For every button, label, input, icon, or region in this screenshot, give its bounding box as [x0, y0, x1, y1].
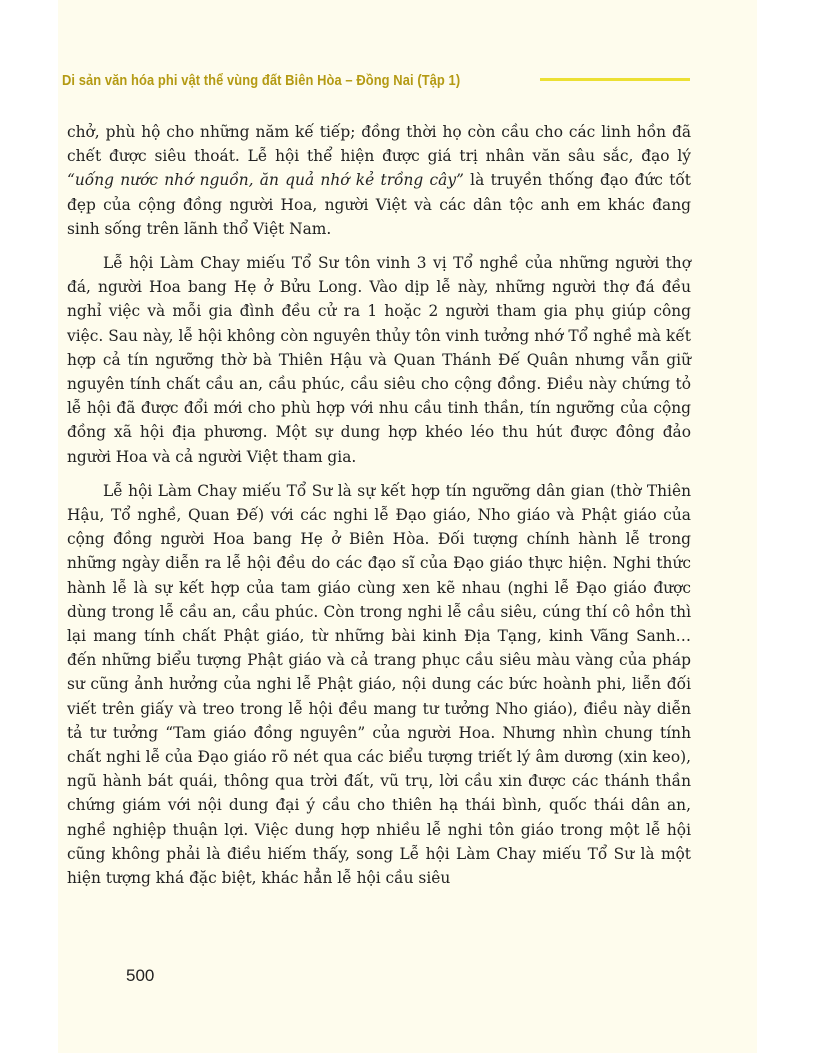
paragraph-3: Lễ hội Làm Chay miếu Tổ Sư là sự kết hợp tín ngưỡng dân gian (thờ Thiên Hậu, Tổ nghề, Quan Đế) với các nghi lễ Đạo giáo, Nho giáo và Phật giáo của cộng đồng người Hoa bang Hẹ ở Biên Hòa. Đối tượng chính hành lễ trong những ngày diễn ra lễ hội đều do các đạo sĩ của Đạo giáo thực hiện. Nghi thức hành lễ là sự kết hợp của tam giáo cùng xen kẽ nhau (nghi lễ Đạo giáo được dùng trong lễ cầu an, cầu phúc. Còn trong nghi lễ cầu siêu, cúng thí cô hồn thì lại mang tính chất Phật giáo, từ những bài kinh Địa Tạng, kinh Vãng Sanh… đến những biểu tượng Phật giáo và cả trang phục cầu siêu màu vàng của pháp sư cũng ảnh hưởng của nghi lễ Phật giáo, nội dung các bức hoành phi, liễn đối viết trên giấy và treo trong lễ hội đều mang tư tưởng Nho giáo), điều này diễn tả tư tưởng “Tam giáo đồng nguyên” của người Hoa. Nhưng nhìn chung tính chất nghi lễ của Đạo giáo rõ nét qua các biểu tượng triết lý âm dương (xin keo), ngũ hành bát quái, thông qua trời đất, vũ trụ, lời cầu xin được các thánh thần chứng giám với nội dung đại ý cầu cho thiên hạ thái bình, quốc thái dân an, nghề nghiệp thuận lợi. Việc dung hợp nhiều lễ nghi tôn giáo trong một lễ hội cũng không phải là điều hiếm thấy, song Lễ hội Làm Chay miếu Tổ Sư là một hiện tượng khá đặc biệt, khác hẳn lễ hội cầu siêu — [67, 481, 691, 888]
running-header — [62, 68, 690, 92]
paragraph-2: Lễ hội Làm Chay miếu Tổ Sư tôn vinh 3 vị Tổ nghề của những người thợ đá, người Hoa bang Hẹ ở Bửu Long. Vào dịp lễ này, những người thợ đá đều nghỉ việc và mỗi gia đình đều cử ra 1 hoặc 2 người tham gia phụ giúp công việc. Sau này, lễ hội không còn nguyên thủy tôn vinh tưởng nhớ Tổ nghề mà kết hợp cả tín ngưỡng thờ bà Thiên Hậu và Quan Thánh Đế Quân nhưng vẫn giữ nguyên tính chất cầu an, cầu phúc, cầu siêu cho cộng đồng. Điều này chứng tỏ lễ hội đã được đổi mới cho phù hợp với nhu cầu tinh thần, tín ngưỡng của cộng đồng xã hội địa phương. Một sự dung hợp khéo léo thu hút được đông đảo người Hoa và cả người Việt tham gia. — [67, 254, 691, 466]
paragraph-1-end: là truyền thống đạo đức tốt đẹp của cộng đồng người Hoa, người Việt và các dân tộc anh em khác đang sinh sống trên lãnh thổ Việt Nam. — [67, 171, 691, 238]
paragraph-1-start: chở, phù hộ cho những năm kế tiếp; đồng thời họ còn cầu cho các linh hồn đã chết được siêu thoát. Lễ hội thể hiện được giá trị nhân văn sâu sắc, đạo lý — [67, 123, 691, 166]
header-rule — [540, 78, 690, 81]
paragraph-1-quote: “uống nước nhớ nguồn, ăn quả nhớ kẻ trồng cây” — [67, 171, 464, 190]
page-number: 500 — [126, 966, 155, 985]
paragraph-1 — [67, 120, 691, 241]
header-title: Di sản văn hóa phi vật thể vùng đất Biên Hòa – Đồng Nai (Tập 1) — [62, 71, 461, 89]
body-text — [67, 120, 691, 900]
